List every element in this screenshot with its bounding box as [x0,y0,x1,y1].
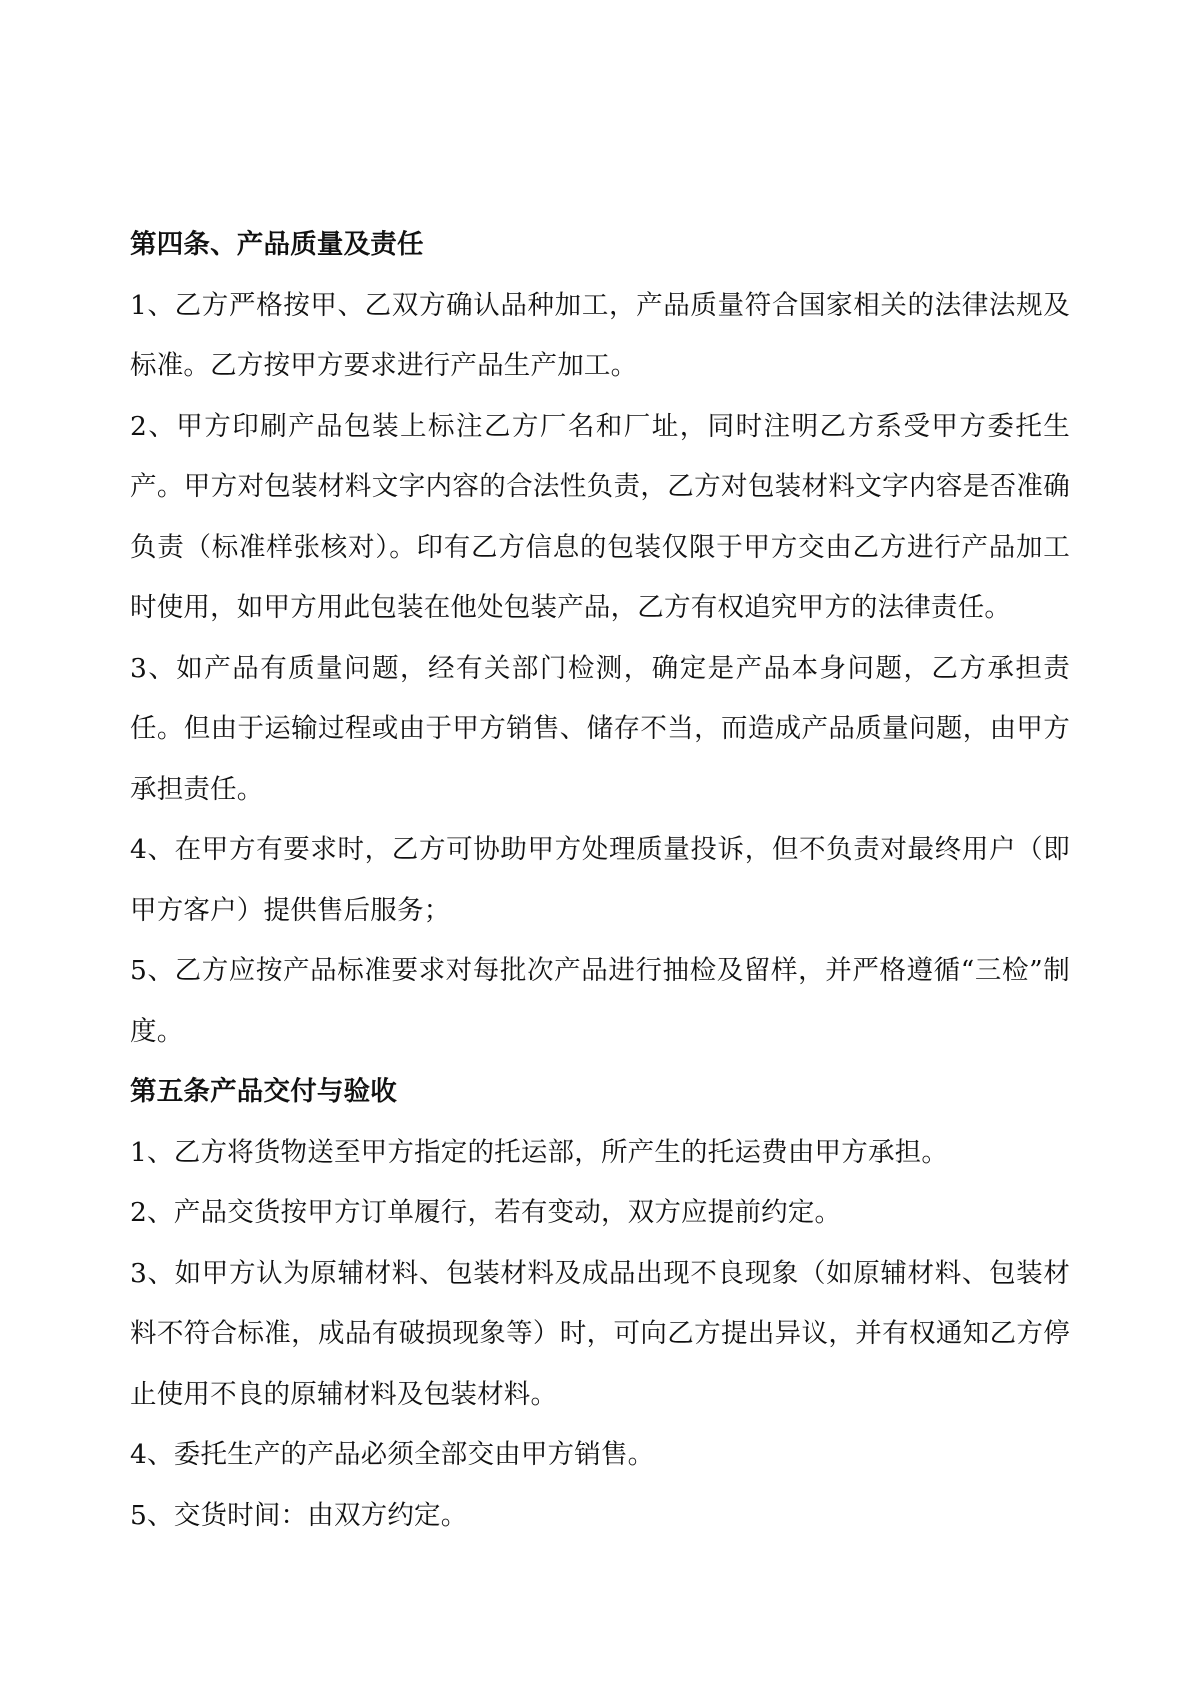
section-5-item-2: 2、产品交货按甲方订单履行，若有变动，双方应提前约定。 [130,1197,842,1228]
section-4-heading: 第四条、产品质量及责任 [130,229,424,260]
section-5-item-3: 3、如甲方认为原辅材料、包装材料及成品出现不良现象（如原辅材料、包装材料不符合标准，成品有破损现象等）时，可向乙方提出异议，并有权通知乙方停止使用不良的原辅材料及包装材料。 [130,1257,1070,1410]
section-5-item-1: 1、乙方将货物送至甲方指定的托运部，所产生的托运费由甲方承担。 [130,1136,949,1168]
section-4-item-1: 1、乙方严格按甲、乙双方确认品种加工，产品质量符合国家相关的法律法规及标准。乙方按甲方要求进行产品生产加工。 [130,289,1070,381]
section-5-item-5: 5、交货时间：由双方约定。 [130,1499,468,1531]
section-4-item-5: 5、乙方应按产品标准要求对每批次产品进行抽检及留样，并严格遵循“三检”制度。 [130,955,1070,1047]
section-4-item-2: 2、甲方印刷产品包装上标注乙方厂名和厂址，同时注明乙方系受甲方委托生产。甲方对包装材料文字内容的合法性负责，乙方对包装材料文字内容是否准确负责（标准样张核对）。印有乙方信息的包装仅限于甲方交由乙方进行产品加工时使用，如甲方用此包装在他处包装产品，乙方有权追究甲方的法律责任。 [130,410,1070,623]
section-5-heading: 第五条产品交付与验收 [130,1076,397,1107]
section-4-item-3: 3、如产品有质量问题，经有关部门检测，确定是产品本身问题，乙方承担责任。但由于运输过程或由于甲方销售、储存不当，而造成产品质量问题，由甲方承担责任。 [130,652,1070,805]
document-body [130,215,1070,1546]
section-4-item-4: 4、在甲方有要求时，乙方可协助甲方处理质量投诉，但不负责对最终用户（即甲方客户）提供售后服务； [130,834,1070,926]
section-5-item-4: 4、委托生产的产品必须全部交由甲方销售。 [130,1439,655,1470]
